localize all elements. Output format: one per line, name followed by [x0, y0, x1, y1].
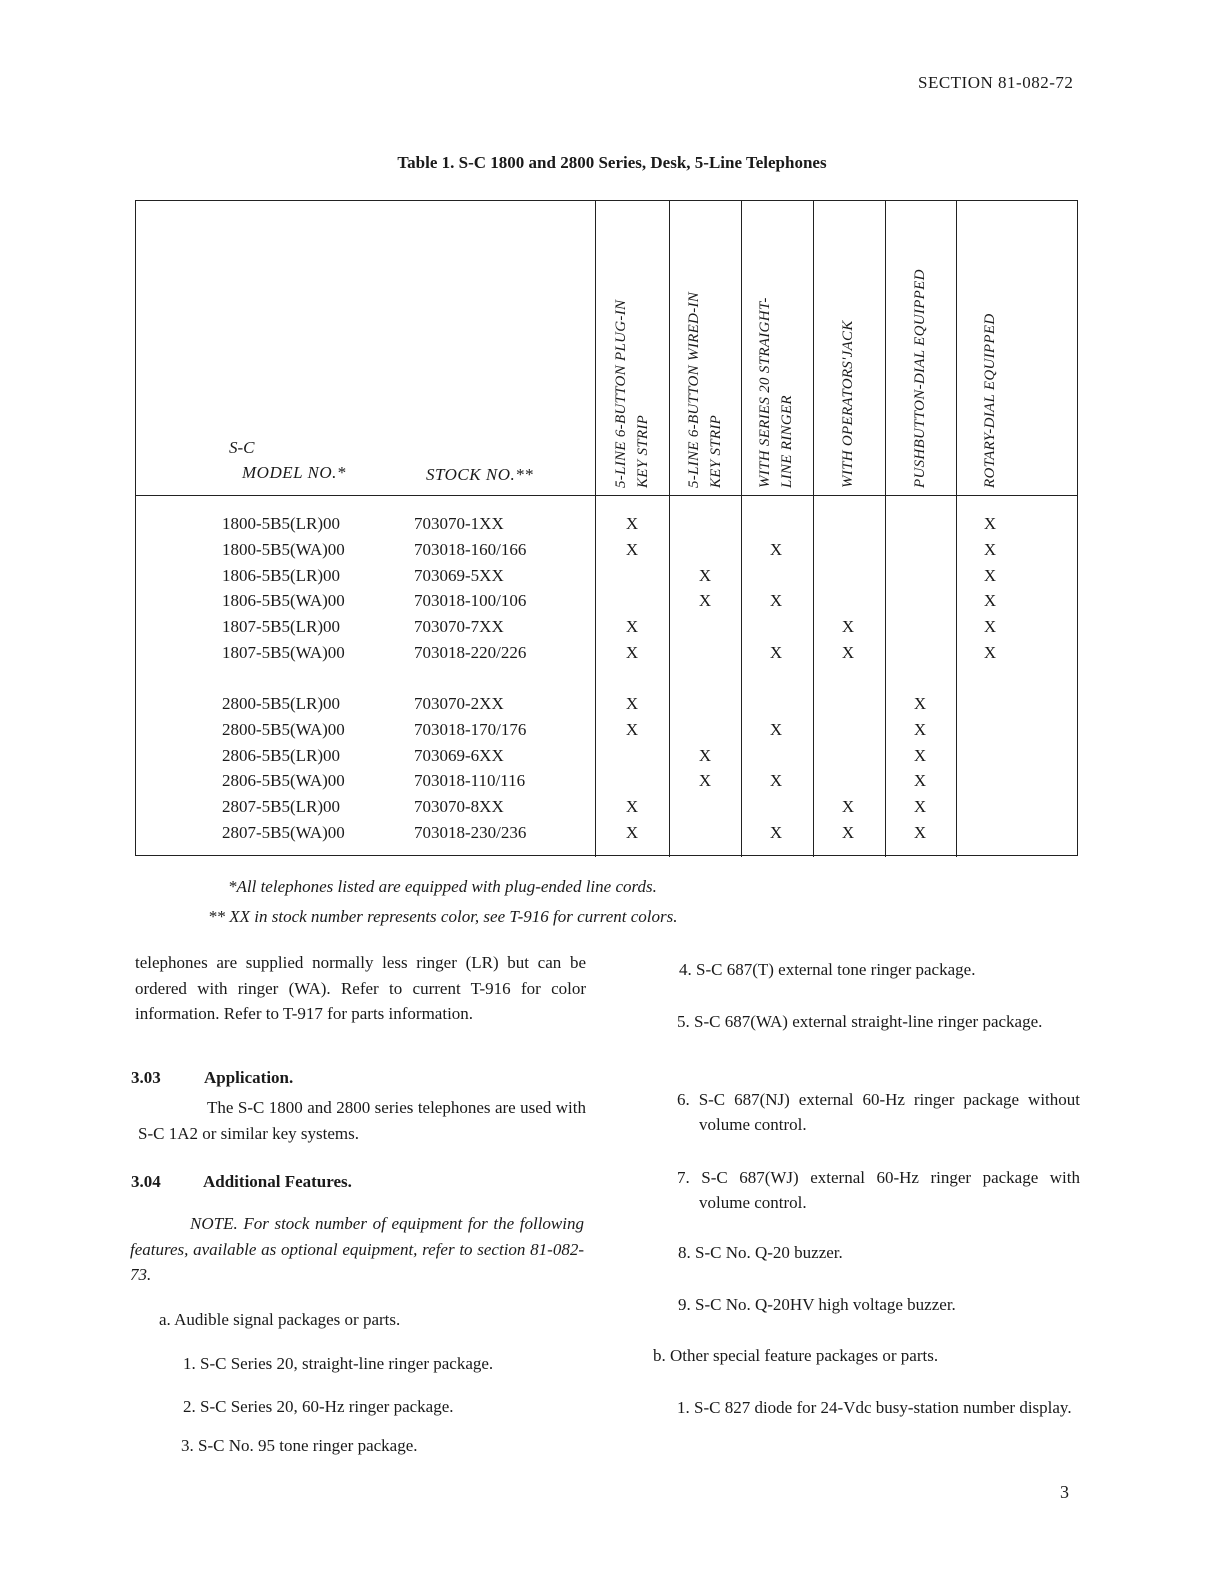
item-a2: 2. S-C Series 20, 60-Hz ringer package.: [183, 1397, 454, 1416]
feature-mark: X: [625, 720, 639, 739]
feature-mark: X: [913, 694, 927, 713]
feature-mark: X: [983, 566, 997, 585]
column-divider: [885, 201, 886, 857]
model-cell: 2806-5B5(WA)00: [222, 771, 345, 790]
stock-cell: 703070-1XX: [414, 514, 504, 533]
feature-mark: X: [841, 823, 855, 842]
model-cell: 1800-5B5(LR)00: [222, 514, 341, 533]
feature-mark: X: [983, 643, 997, 662]
feature-mark: X: [769, 643, 783, 662]
feature-header-line: PUSHBUTTON-DIAL EQUIPPED: [912, 269, 928, 488]
stock-cell: 703070-2XX: [414, 694, 504, 713]
model-cell: 1806-5B5(WA)00: [222, 591, 345, 610]
feature-mark: X: [841, 797, 855, 816]
feature-mark: X: [625, 643, 639, 662]
feature-mark: X: [841, 643, 855, 662]
note-paragraph: NOTE. For stock number of equipment for the following features, available as optional equipment, refer to section 81-082-73.: [130, 1214, 584, 1284]
feature-mark: X: [769, 720, 783, 739]
item-b1: 1. S-C 827 diode for 24-Vdc busy-station number display.: [677, 1398, 1072, 1417]
header-separator: [136, 495, 1077, 496]
page-number: 3: [1060, 1482, 1069, 1502]
item-a7: 7. S-C 687(WJ) external 60-Hz ringer package with volume control.: [677, 1168, 1080, 1212]
feature-mark: X: [625, 797, 639, 816]
feature-mark: X: [625, 540, 639, 559]
model-cell: 1806-5B5(LR)00: [222, 566, 341, 585]
column-divider: [813, 201, 814, 857]
application-paragraph: The S-C 1800 and 2800 series telephones are used with S-C 1A2 or similar key systems.: [138, 1098, 586, 1143]
feature-mark: X: [625, 694, 639, 713]
feature-header-line: KEY STRIP: [708, 414, 724, 488]
feature-mark: X: [913, 720, 927, 739]
header-model-line1: S-C: [229, 438, 255, 457]
stock-cell: 703018-170/176: [414, 720, 527, 739]
application-number: 3.03: [131, 1068, 161, 1087]
header-model-line2: MODEL NO.*: [242, 463, 346, 482]
feature-mark: X: [769, 823, 783, 842]
feature-header-line: KEY STRIP: [635, 414, 651, 488]
item-b: b. Other special feature packages or parts.: [653, 1346, 939, 1365]
stock-cell: 703069-6XX: [414, 746, 504, 765]
feature-header-3: [754, 188, 798, 488]
stock-cell: 703018-230/236: [414, 823, 527, 842]
item-a5: 5. S-C 687(WA) external straight-line ringer package.: [677, 1012, 1043, 1031]
column-divider: [595, 201, 596, 857]
application-heading: Application.: [204, 1068, 294, 1087]
feature-mark: X: [913, 746, 927, 765]
feature-header-line: WITH SERIES 20 STRAIGHT-: [757, 297, 773, 488]
feature-header-5: [909, 188, 931, 488]
feature-header-line: ROTARY-DIAL EQUIPPED: [982, 313, 998, 488]
feature-mark: X: [625, 514, 639, 533]
stock-cell: 703070-7XX: [414, 617, 504, 636]
feature-mark: X: [983, 591, 997, 610]
feature-mark: X: [625, 617, 639, 636]
feature-mark: X: [769, 591, 783, 610]
model-cell: 2807-5B5(WA)00: [222, 823, 345, 842]
column-divider: [741, 201, 742, 857]
column-divider: [669, 201, 670, 857]
header-stock: STOCK NO.**: [426, 465, 534, 484]
section-header: SECTION 81-082-72: [918, 73, 1074, 92]
stock-cell: 703070-8XX: [414, 797, 504, 816]
stock-cell: 703018-220/226: [414, 643, 527, 662]
item-a4: 4. S-C 687(T) external tone ringer package.: [679, 960, 976, 979]
stock-cell: 703069-5XX: [414, 566, 504, 585]
table-title: Table 1. S-C 1800 and 2800 Series, Desk, 5-Line Telephones: [397, 153, 827, 172]
stock-cell: 703018-110/116: [414, 771, 526, 790]
feature-mark: X: [983, 514, 997, 533]
feature-header-6: [979, 188, 1001, 488]
item-a: a. Audible signal packages or parts.: [159, 1310, 401, 1329]
model-cell: 2800-5B5(WA)00: [222, 720, 345, 739]
feature-mark: X: [769, 771, 783, 790]
feature-mark: X: [698, 771, 712, 790]
feature-header-4: [837, 188, 859, 488]
feature-mark: X: [625, 823, 639, 842]
model-cell: 1800-5B5(WA)00: [222, 540, 345, 559]
model-cell: 1807-5B5(LR)00: [222, 617, 341, 636]
feature-header-line: 5-LINE 6-BUTTON PLUG-IN: [613, 299, 629, 488]
item-a9: 9. S-C No. Q-20HV high voltage buzzer.: [678, 1295, 956, 1314]
stock-cell: 703018-160/166: [414, 540, 527, 559]
model-cell: 1807-5B5(WA)00: [222, 643, 345, 662]
feature-mark: X: [983, 540, 997, 559]
column-divider: [956, 201, 957, 857]
feature-mark: X: [698, 591, 712, 610]
model-cell: 2806-5B5(LR)00: [222, 746, 341, 765]
model-cell: 2807-5B5(LR)00: [222, 797, 341, 816]
features-heading: Additional Features.: [203, 1172, 352, 1191]
stock-cell: 703018-100/106: [414, 591, 527, 610]
item-a8: 8. S-C No. Q-20 buzzer.: [678, 1243, 843, 1262]
feature-header-line: 5-LINE 6-BUTTON WIRED-IN: [686, 291, 702, 488]
feature-mark: X: [841, 617, 855, 636]
feature-mark: X: [913, 797, 927, 816]
feature-header-1: [610, 188, 654, 488]
feature-header-line: LINE RINGER: [779, 395, 795, 488]
model-cell: 2800-5B5(LR)00: [222, 694, 341, 713]
footnote-2: ** XX in stock number represents color, see T-916 for current colors.: [208, 907, 678, 926]
item-a3: 3. S-C No. 95 tone ringer package.: [181, 1436, 418, 1455]
feature-mark: X: [698, 566, 712, 585]
feature-mark: X: [913, 771, 927, 790]
feature-header-2: [683, 188, 727, 488]
intro-paragraph: telephones are supplied normally less ringer (LR) but can be ordered with ringer (WA). Refer to current T-916 for color information. Refer to T-917 for parts information.: [135, 953, 586, 1023]
features-number: 3.04: [131, 1172, 161, 1191]
feature-mark: X: [913, 823, 927, 842]
feature-header-line: WITH OPERATORS'JACK: [840, 320, 856, 488]
item-a1: 1. S-C Series 20, straight-line ringer package.: [183, 1354, 494, 1373]
feature-mark: X: [983, 617, 997, 636]
feature-mark: X: [769, 540, 783, 559]
item-a6: 6. S-C 687(NJ) external 60-Hz ringer package without volume control.: [677, 1090, 1080, 1134]
footnote-1: *All telephones listed are equipped with plug-ended line cords.: [228, 877, 657, 896]
feature-mark: X: [698, 746, 712, 765]
